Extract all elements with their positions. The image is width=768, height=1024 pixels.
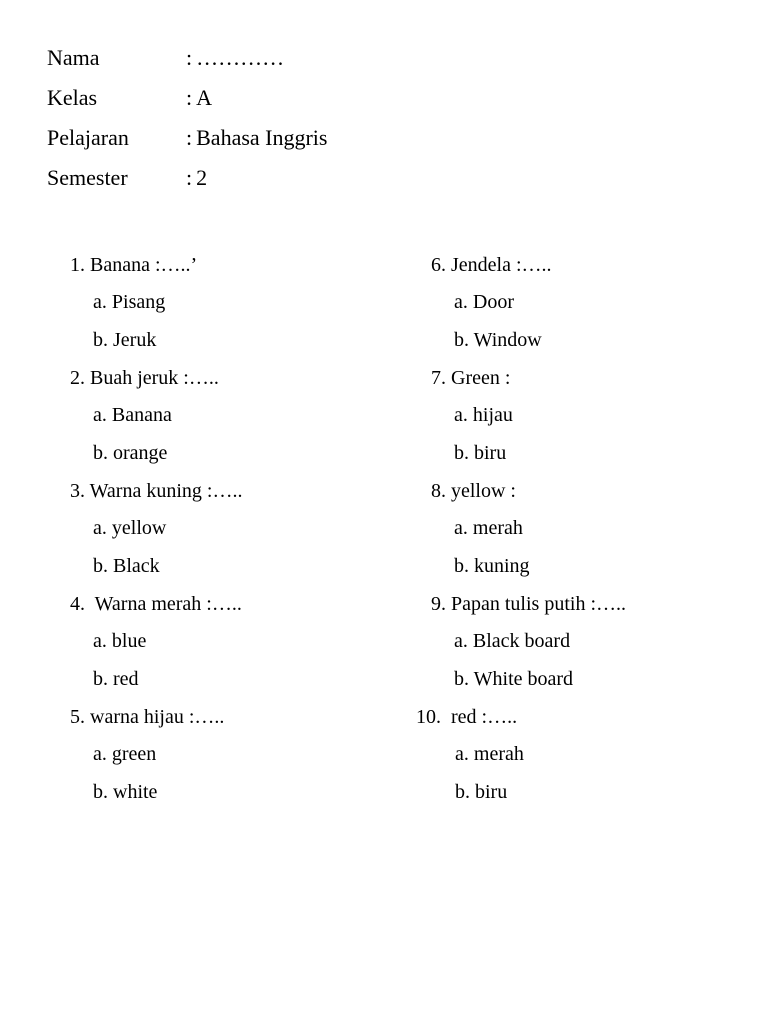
option-text: Banana	[111, 404, 172, 426]
option-letter: b.	[93, 668, 108, 690]
question-number: 2.	[70, 367, 85, 389]
header-label: Semester	[47, 165, 128, 190]
option-text: blue	[111, 630, 147, 652]
option-1b	[93, 328, 156, 352]
option-text: kuning	[474, 555, 530, 577]
header-value-nama: …………	[196, 45, 285, 70]
question-text: Papan tulis putih :…..	[451, 593, 626, 615]
question-number: 10.	[416, 706, 441, 728]
header-separator: :	[186, 85, 193, 110]
option-8a	[454, 516, 523, 540]
option-text: Window	[473, 329, 542, 351]
option-letter: a.	[93, 404, 107, 426]
option-text: Black	[113, 555, 160, 577]
question-7	[431, 366, 510, 390]
header-row-kelas	[47, 85, 212, 111]
question-2	[70, 366, 219, 390]
header-label: Nama	[47, 45, 100, 70]
question-3	[70, 479, 242, 503]
option-letter: b.	[93, 329, 108, 351]
header-label: Pelajaran	[47, 125, 129, 150]
option-text: Black board	[472, 630, 571, 652]
question-text: Jendela :…..	[451, 254, 552, 276]
question-1	[70, 253, 197, 277]
option-text: green	[111, 743, 157, 765]
question-number: 9.	[431, 593, 446, 615]
option-5a	[93, 742, 156, 766]
option-letter: a.	[93, 743, 107, 765]
option-letter: b.	[93, 442, 108, 464]
option-10b	[455, 780, 507, 804]
option-1a	[93, 290, 165, 314]
question-8	[431, 479, 516, 503]
option-text: yellow	[111, 517, 167, 539]
option-text: merah	[473, 743, 524, 765]
header-row-pelajaran	[47, 125, 327, 151]
question-number: 4.	[70, 593, 85, 615]
question-6	[431, 253, 552, 277]
option-letter: a.	[454, 291, 468, 313]
option-letter: b.	[454, 442, 469, 464]
question-text: yellow :	[451, 480, 516, 502]
option-letter: a.	[454, 404, 468, 426]
option-text: Pisang	[111, 291, 166, 313]
option-7a	[454, 403, 513, 427]
question-number: 5.	[70, 706, 85, 728]
option-letter: a.	[93, 291, 107, 313]
question-9	[431, 592, 626, 616]
option-2a	[93, 403, 172, 427]
option-10a	[455, 742, 524, 766]
option-text: White board	[473, 668, 574, 690]
question-number: 1.	[70, 254, 85, 276]
question-4	[70, 592, 242, 616]
option-9b	[454, 667, 573, 691]
question-number: 6.	[431, 254, 446, 276]
option-5b	[93, 780, 157, 804]
option-text: merah	[472, 517, 523, 539]
option-7b	[454, 441, 506, 465]
question-text: warna hijau :…..	[90, 706, 225, 728]
option-8b	[454, 554, 530, 578]
option-2b	[93, 441, 167, 465]
question-text: Buah jeruk :…..	[90, 367, 219, 389]
option-9a	[454, 629, 570, 653]
question-number: 8.	[431, 480, 446, 502]
option-6b	[454, 328, 542, 352]
option-letter: a.	[454, 630, 468, 652]
option-letter: b.	[455, 781, 470, 803]
question-number: 7.	[431, 367, 446, 389]
question-5	[70, 705, 224, 729]
header-row-nama	[47, 45, 284, 71]
option-text: hijau	[472, 404, 513, 426]
header-value-kelas: A	[196, 85, 213, 110]
header-row-semester	[47, 165, 207, 191]
header-value-pelajaran: Bahasa Inggris	[196, 125, 328, 150]
option-3a	[93, 516, 166, 540]
option-text: orange	[113, 442, 168, 464]
option-text: Jeruk	[113, 329, 157, 351]
option-letter: a.	[93, 517, 107, 539]
question-text: red :…..	[451, 706, 518, 728]
option-letter: a.	[93, 630, 107, 652]
question-text: Banana :…..’	[90, 254, 198, 276]
option-text: biru	[474, 442, 507, 464]
header-separator: :	[186, 45, 193, 70]
option-text: red	[113, 668, 139, 690]
header-value-semester: 2	[196, 165, 208, 190]
option-letter: b.	[93, 781, 108, 803]
header-separator: :	[186, 165, 193, 190]
option-3b	[93, 554, 160, 578]
option-text: biru	[475, 781, 508, 803]
question-text: Warna kuning :…..	[89, 480, 243, 502]
option-letter: b.	[454, 329, 469, 351]
question-text: Warna merah :…..	[94, 593, 242, 615]
option-letter: b.	[93, 555, 108, 577]
question-10	[416, 705, 517, 729]
option-text: Door	[472, 291, 514, 313]
question-number: 3.	[70, 480, 85, 502]
option-4b	[93, 667, 139, 691]
option-text: white	[113, 781, 158, 803]
option-4a	[93, 629, 146, 653]
question-text: Green :	[451, 367, 511, 389]
option-letter: b.	[454, 668, 469, 690]
header-separator: :	[186, 125, 193, 150]
option-letter: b.	[454, 555, 469, 577]
option-6a	[454, 290, 514, 314]
header-label: Kelas	[47, 85, 98, 110]
option-letter: a.	[454, 517, 468, 539]
option-letter: a.	[455, 743, 469, 765]
